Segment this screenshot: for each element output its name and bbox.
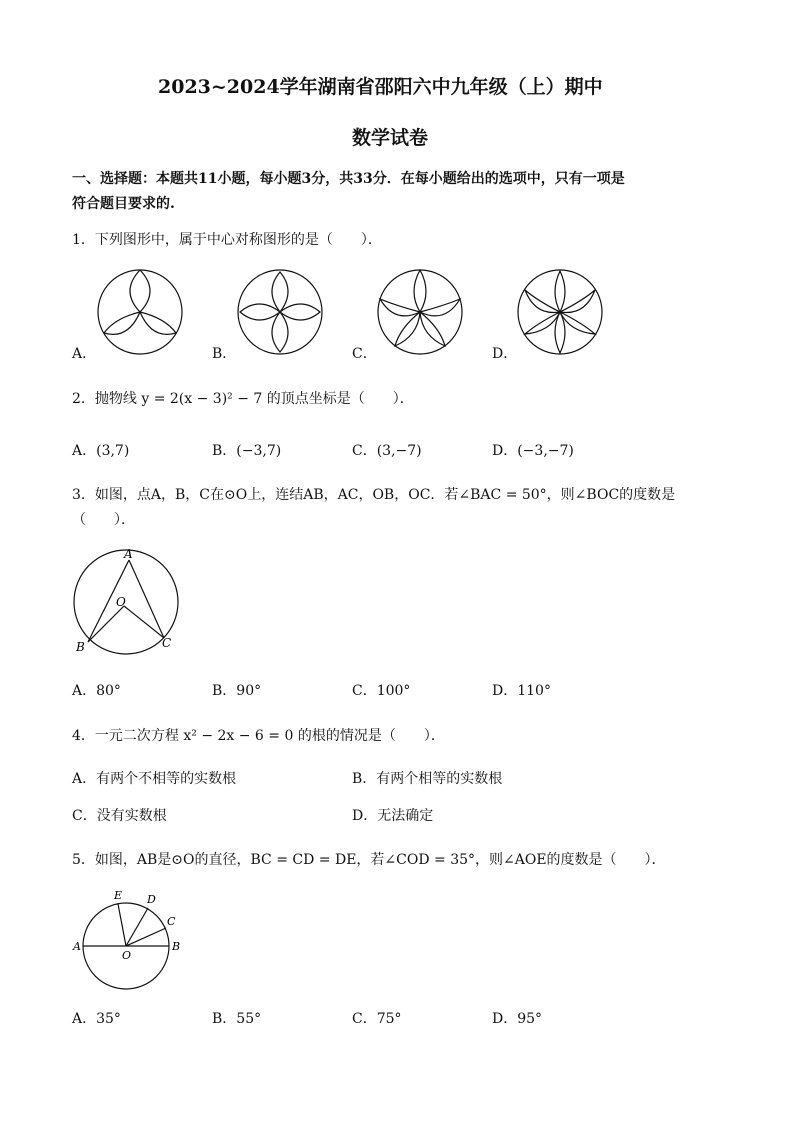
section-heading-line1: 一、选择题：本题共11小题，每小题3分，共33分．在每小题给出的选项中，只有一项是	[72, 171, 625, 187]
q5-option-c[interactable]: C．75°	[352, 1011, 402, 1027]
q4-option-a[interactable]: A．有两个不相等的实数根	[72, 771, 237, 787]
question-2-text: 2．抛物线 y = 2(x − 3)² − 7 的顶点坐标是（ ）．	[72, 391, 414, 407]
q5-option-b[interactable]: B．55°	[212, 1011, 262, 1027]
q1-option-d[interactable]: D．	[492, 346, 518, 362]
q3-option-c[interactable]: C．100°	[352, 683, 411, 699]
q3-circle-figure	[68, 546, 198, 656]
section-heading-line2: 符合题目要求的.	[72, 196, 175, 212]
q1-figure-c	[370, 266, 470, 366]
q1-option-a[interactable]: A．	[72, 346, 97, 362]
q5-label-c: C	[167, 915, 176, 928]
q5-label-b: B	[172, 940, 181, 953]
q5-semicircle-figure	[70, 886, 190, 986]
q3-label-b: B	[76, 640, 85, 654]
q3-option-a[interactable]: A．80°	[72, 683, 121, 699]
q5-option-a[interactable]: A．35°	[72, 1011, 121, 1027]
q2-option-c[interactable]: C．(3,−7)	[352, 443, 422, 459]
q1-figure-d	[510, 266, 610, 366]
q1-option-c[interactable]: C．	[352, 346, 377, 362]
q4-option-c[interactable]: C．没有实数根	[72, 808, 167, 824]
q3-label-a: A	[124, 547, 133, 561]
q2-option-d[interactable]: D．(−3,−7)	[492, 443, 574, 459]
q1-figure-b	[230, 266, 330, 366]
q3-option-d[interactable]: D．110°	[492, 683, 551, 699]
q1-option-b[interactable]: B．	[212, 346, 237, 362]
q5-label-o: O	[122, 949, 132, 962]
q5-option-d[interactable]: D．95°	[492, 1011, 543, 1027]
question-5-text: 5．如图，AB是⊙O的直径，BC = CD = DE，若∠COD = 35°，则∠AOE的度数是（ ）．	[72, 852, 666, 868]
q4-option-b[interactable]: B．有两个相等的实数根	[352, 771, 503, 787]
page-title-line1: 2023~2024学年湖南省邵阳六中九年级（上）期中	[158, 76, 603, 98]
q2-option-b[interactable]: B．(−3,7)	[212, 443, 282, 459]
q2-option-a[interactable]: A．(3,7)	[72, 443, 130, 459]
q5-label-e: E	[114, 889, 123, 902]
q4-option-d[interactable]: D．无法确定	[352, 808, 434, 824]
q5-label-a: A	[73, 940, 81, 953]
question-1-text: 1．下列图形中，属于中心对称图形的是（ ）．	[72, 232, 382, 248]
question-4-text: 4．一元二次方程 x² − 2x − 6 = 0 的根的情况是（ ）．	[72, 728, 445, 744]
q3-label-o: O	[116, 595, 126, 609]
page-title-line2: 数学试卷	[352, 127, 429, 149]
q3-option-b[interactable]: B．90°	[212, 683, 262, 699]
q5-label-d: D	[147, 893, 156, 906]
question-3-text-line1: 3．如图，点A，B，C在⊙O上，连结AB，AC，OB，OC．若∠BAC = 50°，则∠BOC的度数是	[72, 487, 676, 503]
q1-figure-a	[90, 266, 190, 366]
q3-label-c: C	[162, 636, 172, 650]
question-3-text-line2: （ ）．	[72, 512, 135, 528]
